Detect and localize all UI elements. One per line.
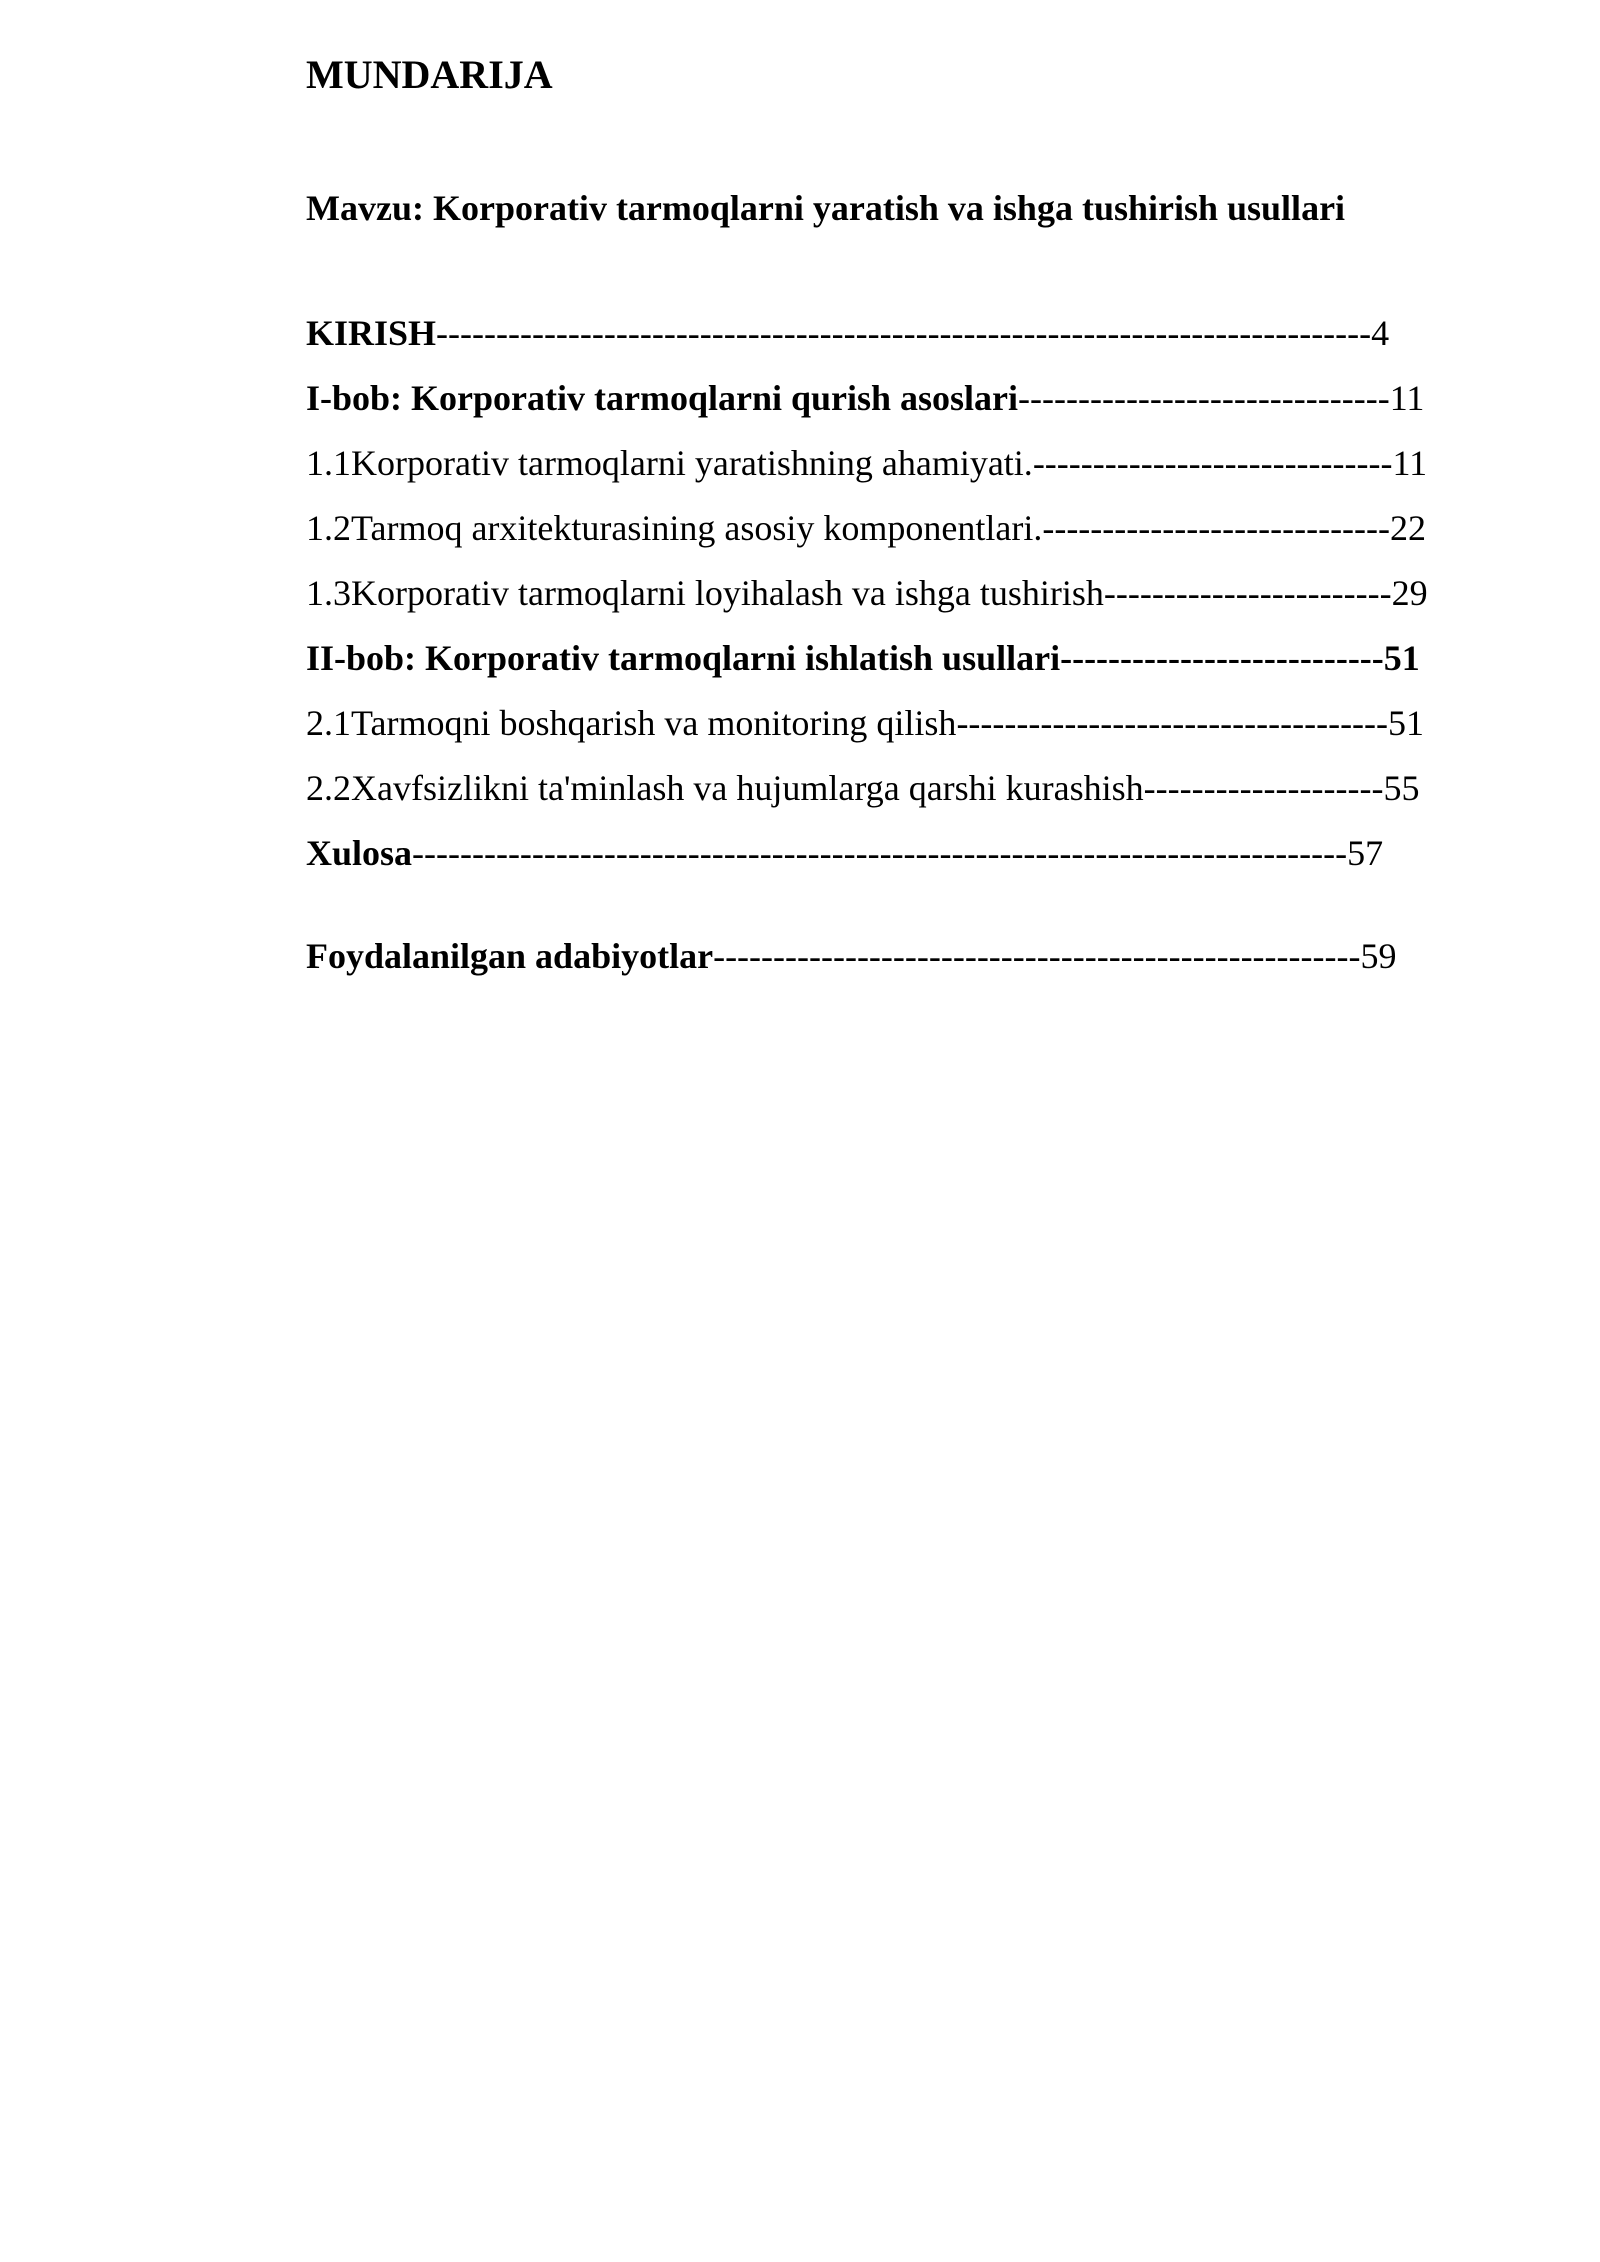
toc-entry-page: 57 (1347, 833, 1384, 873)
toc-entry-leader: ------------------------------------------------------------------------------ (412, 833, 1348, 873)
toc-entry-title: II-bob: Korporativ tarmoqlarni ishlatish usullari (306, 638, 1061, 678)
toc-entry-leader: ------------------------------ (1032, 443, 1393, 483)
toc-entry-chapter-1[interactable] (306, 375, 1424, 421)
toc-entry-leader: ------------------------------------------------------ (713, 936, 1361, 976)
topic-line: Mavzu: Korporativ tarmoqlarni yaratish va ishga tushirish usullari (306, 188, 1346, 228)
toc-entry-section-2-1[interactable] (306, 700, 1424, 746)
toc-entry-section-1-3[interactable] (306, 570, 1428, 616)
toc-entry-title: KIRISH (306, 313, 437, 353)
page-title: MUNDARIJA (306, 52, 553, 97)
toc-entry-section-1-1[interactable] (306, 440, 1427, 486)
toc-entry-leader: ----------------------------- (1042, 508, 1391, 548)
toc-entry-page: 4 (1371, 313, 1390, 353)
toc-entry-leader: ------------------------ (1103, 573, 1392, 613)
toc-entry-title: 2.1Tarmoqni boshqarish va monitoring qilish (306, 703, 957, 743)
toc-entry-page: 11 (1392, 443, 1428, 483)
toc-entry-leader: --------------------------- (1060, 638, 1384, 678)
toc-entry-title: 1.3Korporativ tarmoqlarni loyihalash va ishga tushirish (306, 573, 1104, 613)
toc-entry-title: 2.2Xavfsizlikni ta'minlash va hujumlarga qarshi kurashish (306, 768, 1144, 808)
toc-entry-page: 55 (1383, 768, 1420, 808)
toc-entry-conclusion[interactable] (306, 830, 1383, 876)
toc-entry-leader: ------------------------------------ (956, 703, 1389, 743)
toc-entry-leader: ------------------------------- (1018, 378, 1390, 418)
toc-entry-references[interactable] (306, 933, 1396, 979)
toc-entry-leader: -------------------- (1143, 768, 1384, 808)
toc-entry-page: 51 (1388, 703, 1425, 743)
toc-entry-title: 1.2Tarmoq arxitekturasining asosiy komponentlari. (306, 508, 1043, 548)
toc-entry-section-1-2[interactable] (306, 505, 1426, 551)
toc-entry-title: Foydalanilgan adabiyotlar (306, 936, 714, 976)
toc-entry-title: 1.1Korporativ tarmoqlarni yaratishning ahamiyati. (306, 443, 1033, 483)
toc-entry-page: 11 (1389, 378, 1425, 418)
toc-entry-page: 29 (1391, 573, 1428, 613)
toc-entry-page: 59 (1360, 936, 1397, 976)
toc-entry-section-2-2[interactable] (306, 765, 1419, 811)
toc-entry-leader: ------------------------------------------------------------------------------ (436, 313, 1372, 353)
toc-entry-chapter-2[interactable] (306, 635, 1420, 681)
toc-entry-introduction[interactable] (306, 310, 1389, 356)
toc-entry-page: 51 (1383, 638, 1420, 678)
toc-entry-page: 22 (1390, 508, 1427, 548)
toc-entry-title: I-bob: Korporativ tarmoqlarni qurish asoslari (306, 378, 1019, 418)
toc-entry-title: Xulosa (306, 833, 413, 873)
